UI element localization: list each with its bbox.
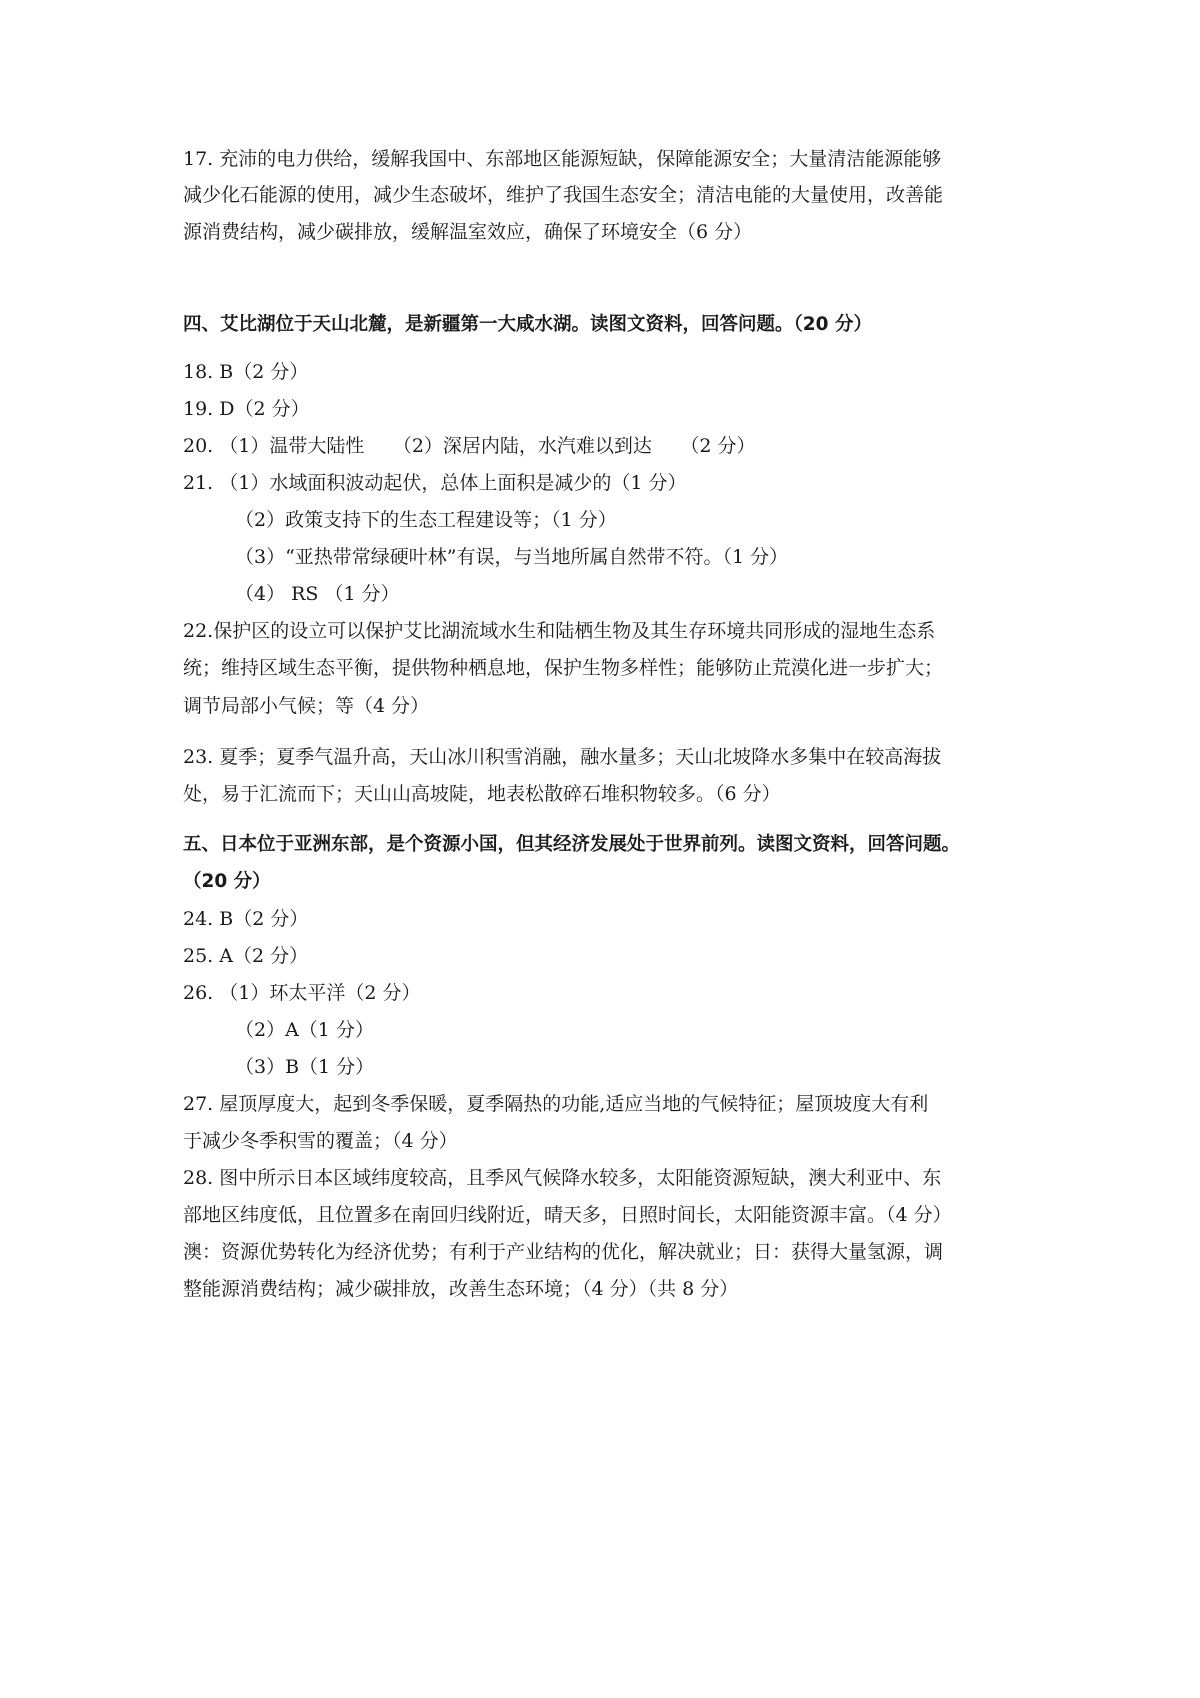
answer-21-part-4: （4） RS （1 分）: [235, 583, 400, 605]
answer-28-line-4: 整能源消费结构；减少碳排放，改善生态环境；（4 分）（共 8 分）: [183, 1278, 739, 1300]
answer-22-line-2: 统；维持区域生态平衡，提供物种栖息地，保护生物多样性；能够防止荒漠化进一步扩大；: [183, 657, 944, 679]
answer-26-part-1: 26. （1）环太平洋（2 分）: [183, 982, 421, 1004]
answer-28-line-1: 28. 图中所示日本区域纬度较高，且季风气候降水较多，太阳能资源短缺，澳大利亚中、东: [183, 1167, 942, 1189]
answer-18: 18. B（2 分）: [183, 361, 309, 383]
answer-21-part-3: （3）“亚热带常绿硬叶林”有误，与当地所属自然带不符。（1 分）: [235, 546, 789, 568]
section-5-heading: 五、日本位于亚洲东部，是个资源小国，但其经济发展处于世界前列。读图文资料，回答问题。: [183, 834, 961, 855]
answer-19: 19. D（2 分）: [183, 398, 310, 420]
answer-26-part-3: （3）B（1 分）: [235, 1056, 375, 1078]
answer-20: 20. （1）温带大陆性 （2）深居内陆，水汽难以到达 （2 分）: [183, 435, 756, 457]
answer-23-line-2: 处，易于汇流而下；天山山高坡陡，地表松散碎石堆积物较多。（6 分）: [183, 783, 781, 805]
answer-21-part-2: （2）政策支持下的生态工程建设等；（1 分）: [235, 509, 617, 531]
answer-26-part-2: （2）A（1 分）: [235, 1019, 374, 1041]
answer-27-line-1: 27. 屋顶厚度大，起到冬季保暖，夏季隔热的功能,适应当地的气候特征；屋顶坡度大有利: [183, 1093, 929, 1115]
answer-22-line-3: 调节局部小气候；等（4 分）: [183, 695, 430, 717]
answer-28-line-2: 部地区纬度低，且位置多在南回归线附近，晴天多，日照时间长，太阳能资源丰富。（4 分）: [183, 1204, 952, 1226]
answer-28-line-3: 澳：资源优势转化为经济优势；有利于产业结构的优化，解决就业；日：获得大量氢源，调: [183, 1241, 944, 1263]
answer-27-line-2: 于减少冬季积雪的覆盖；（4 分）: [183, 1130, 458, 1152]
section-4-heading: 四、艾比湖位于天山北麓，是新疆第一大咸水湖。读图文资料，回答问题。（20 分）: [183, 314, 872, 335]
answer-21-part-1: 21. （1）水域面积波动起伏，总体上面积是减少的（1 分）: [183, 472, 687, 494]
answer-17-line-3: 源消费结构，减少碳排放，缓解温室效应，确保了环境安全（6 分）: [183, 221, 753, 243]
answer-23-line-1: 23. 夏季；夏季气温升高，天山冰川积雪消融，融水量多；天山北坡降水多集中在较高海拔: [183, 746, 942, 768]
answer-24: 24. B（2 分）: [183, 908, 309, 930]
section-5-heading-score: （20 分）: [183, 871, 271, 892]
answer-17-line-1: 17. 充沛的电力供给，缓解我国中、东部地区能源短缺，保障能源安全；大量清洁能源能够: [183, 148, 942, 170]
answer-17-line-2: 减少化石能源的使用，减少生态破坏，维护了我国生态安全；清洁电能的大量使用，改善能: [183, 184, 944, 206]
answer-22-line-1: 22.保护区的设立可以保护艾比湖流域水生和陆栖生物及其生存环境共同形成的湿地生态系: [183, 620, 936, 642]
answer-25: 25. A（2 分）: [183, 945, 309, 967]
